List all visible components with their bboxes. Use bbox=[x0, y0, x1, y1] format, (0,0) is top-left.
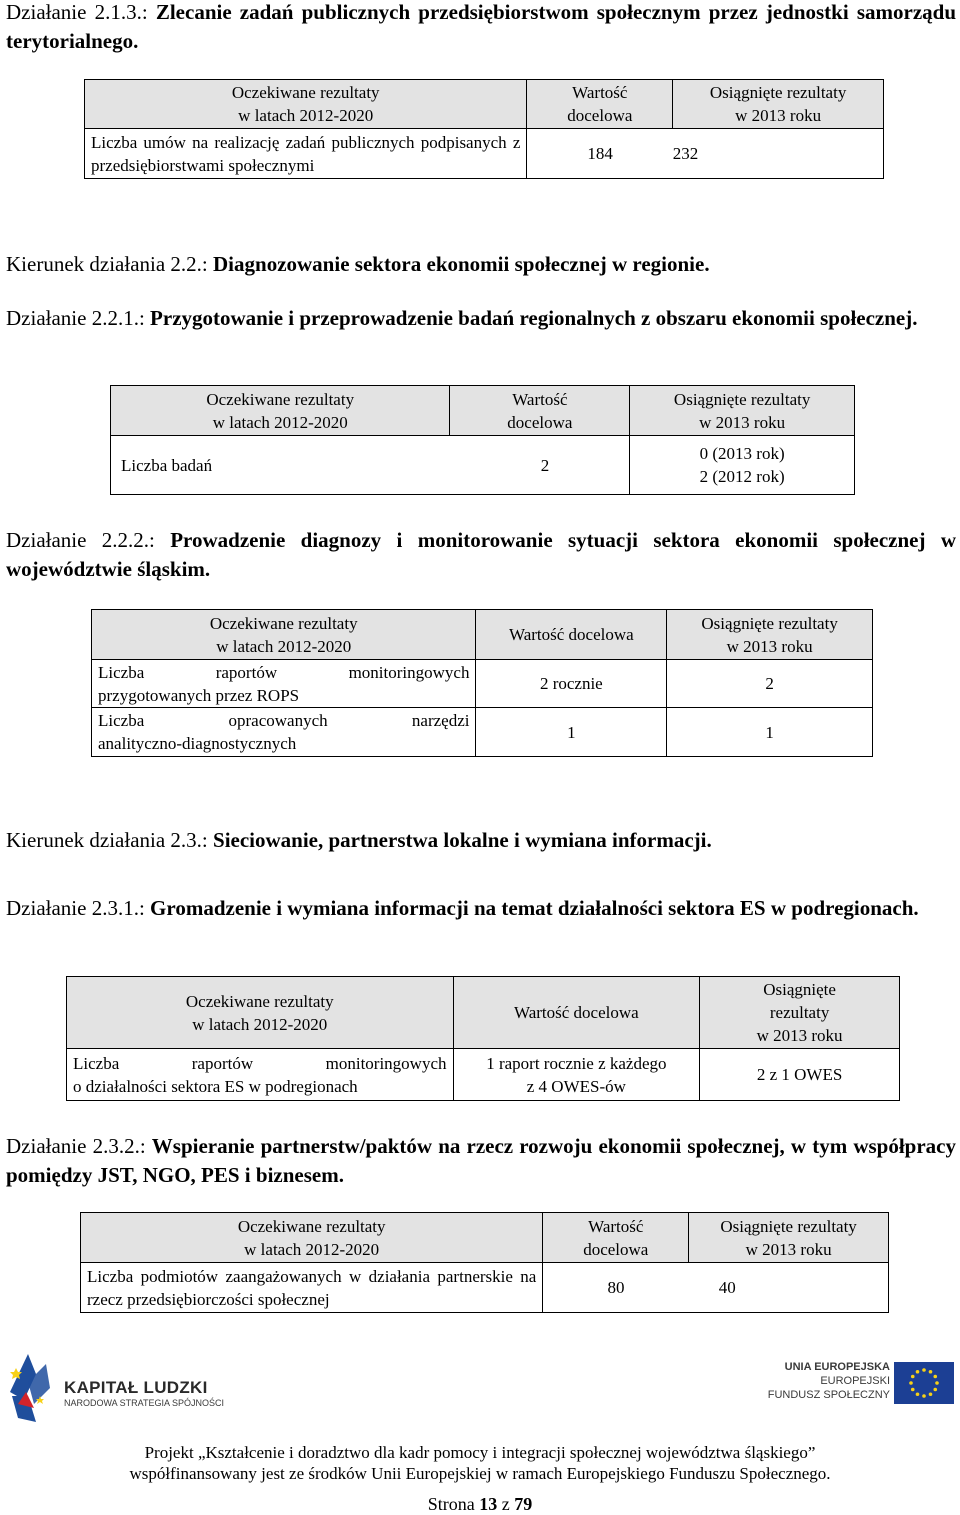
header-target-value: Wartość docelowa bbox=[543, 1213, 689, 1263]
header-achieved-results: Osiągnięte rezultaty w 2013 roku bbox=[689, 1213, 889, 1263]
header-achieved-results: Osiągnięte rezultaty w 2013 roku bbox=[700, 977, 900, 1049]
eu-star-icon bbox=[922, 1368, 926, 1372]
heading-title: Przygotowanie i przeprowadzenie badań regionalnych z obszaru ekonomii społecznej. bbox=[150, 306, 918, 330]
eu-star-icon bbox=[935, 1381, 939, 1385]
row-achieved-value: 1 bbox=[667, 708, 873, 757]
section-heading-2-2-2 bbox=[6, 526, 956, 584]
header-achieved-results: Osiągnięte rezultaty w 2013 roku bbox=[630, 386, 855, 436]
heading-number: Działanie 2.2.2.: bbox=[6, 528, 155, 552]
heading-number: Działanie 2.3.2.: bbox=[6, 1134, 146, 1158]
results-table-2-2-2 bbox=[91, 609, 873, 757]
header-achieved-results: Osiągnięte rezultaty w 2013 roku bbox=[673, 80, 884, 129]
row-label: Liczba umów na realizację zadań publicznych podpisanych z przedsiębiorstwami społecznymi bbox=[85, 129, 527, 179]
row-achieved-value: 2 bbox=[667, 660, 873, 708]
header-expected-results: Oczekiwane rezultaty w latach 2012-2020 bbox=[92, 610, 476, 660]
eu-flag-icon bbox=[894, 1362, 954, 1404]
header-target-value: Wartość docelowa bbox=[527, 80, 673, 129]
section-heading-2-3-2 bbox=[6, 1132, 956, 1190]
header-target-value: Wartość docelowa bbox=[453, 977, 700, 1049]
section-heading-2-1-3 bbox=[6, 0, 956, 56]
heading-title: Prowadzenie diagnozy i monitorowanie sytuacji sektora ekonomii społecznej w województwie śląskim. bbox=[6, 528, 956, 581]
results-table-2-3-1 bbox=[66, 976, 900, 1101]
header-expected-results: Oczekiwane rezultaty w latach 2012-2020 bbox=[81, 1213, 543, 1263]
kapital-ludzki-subtitle: NARODOWA STRATEGIA SPÓJNOŚCI bbox=[64, 1398, 225, 1408]
project-footer bbox=[0, 1442, 960, 1484]
results-table-2-1-3 bbox=[84, 79, 884, 179]
heading-number: Działanie 2.1.3.: bbox=[6, 0, 148, 24]
heading-title: Zlecanie zadań publicznych przedsiębiorstwom społecznym przez jednostki samorządu terytorialnego. bbox=[6, 0, 956, 53]
row-label: Liczba podmiotów zaangażowanych w działania partnerskie na rzecz przedsiębiorczości społecznej bbox=[81, 1263, 543, 1313]
heading-number: Działanie 2.3.1.: bbox=[6, 896, 145, 920]
results-table-2-2-1 bbox=[110, 385, 855, 495]
eu-star-icon bbox=[909, 1381, 913, 1385]
kapital-ludzki-logo bbox=[6, 1352, 246, 1422]
eu-star-icon bbox=[911, 1375, 915, 1379]
eu-efs-logo bbox=[760, 1352, 956, 1422]
eu-star-icon bbox=[929, 1392, 933, 1396]
row-label: Liczba opracowanych narzędzi analityczno-diagnostycznych bbox=[92, 708, 476, 757]
footer-line-2: współfinansowany jest ze środków Unii Europejskiej w ramach Europejskiego Funduszu Społecznego. bbox=[129, 1464, 831, 1483]
row-achieved-value: 0 (2013 rok) 2 (2012 rok) bbox=[630, 436, 855, 495]
eu-star-icon bbox=[933, 1375, 937, 1379]
section-heading-2-3 bbox=[6, 826, 956, 855]
row-target-value: 1 bbox=[476, 708, 667, 757]
page-number: Strona 13 z 79 bbox=[427, 1494, 533, 1514]
header-target-value: Wartość docelowa bbox=[450, 386, 630, 436]
row-target-value: 80 bbox=[543, 1263, 689, 1313]
row-achieved-value: 2 z 1 OWES bbox=[700, 1049, 900, 1101]
row-label: Liczba badań bbox=[111, 436, 450, 495]
footer-line-1: Projekt „Kształcenie i doradztwo dla kadr pomocy i integracji społecznej województwa śląskiego” bbox=[144, 1443, 816, 1462]
eu-logo-line3: FUNDUSZ SPOŁECZNY bbox=[767, 1389, 890, 1401]
eu-logo-line2: EUROPEJSKI bbox=[820, 1375, 890, 1387]
header-achieved-results: Osiągnięte rezultaty w 2013 roku bbox=[667, 610, 873, 660]
header-target-value: Wartość docelowa bbox=[476, 610, 667, 660]
heading-number: Działanie 2.2.1.: bbox=[6, 306, 145, 330]
heading-title: Sieciowanie, partnerstwa lokalne i wymiana informacji. bbox=[213, 828, 712, 852]
heading-title: Wspieranie partnerstw/paktów na rzecz rozwoju ekonomii społecznej, w tym współpracy pomiędzy JST, NGO, PES i biznesem. bbox=[6, 1134, 956, 1187]
eu-logo-line1: UNIA EUROPEJSKA bbox=[784, 1361, 890, 1373]
section-heading-2-3-1 bbox=[6, 894, 956, 923]
results-table-2-3-2 bbox=[80, 1212, 889, 1313]
eu-star-icon bbox=[933, 1388, 937, 1392]
kapital-ludzki-title: KAPITAŁ LUDZKI bbox=[64, 1378, 208, 1397]
page-current: 13 bbox=[479, 1494, 498, 1514]
eu-star-icon bbox=[929, 1370, 933, 1374]
header-expected-results: Oczekiwane rezultaty w latach 2012-2020 bbox=[111, 386, 450, 436]
header-expected-results: Oczekiwane rezultaty w latach 2012-2020 bbox=[67, 977, 454, 1049]
row-target-value: 1 raport rocznie z każdego z 4 OWES-ów bbox=[453, 1049, 700, 1101]
row-label: Liczba raportów monitoringowych o działalności sektora ES w podregionach bbox=[67, 1049, 454, 1101]
section-heading-2-2-1 bbox=[6, 304, 956, 333]
section-heading-2-2 bbox=[6, 250, 956, 279]
page-total: 79 bbox=[514, 1494, 533, 1514]
eu-star-icon bbox=[916, 1370, 920, 1374]
header-expected-results: Oczekiwane rezultaty w latach 2012-2020 bbox=[85, 80, 527, 129]
row-achieved-value: 232 bbox=[673, 129, 884, 179]
eu-star-icon bbox=[911, 1388, 915, 1392]
row-target-value: 2 rocznie bbox=[476, 660, 667, 708]
row-achieved-value: 40 bbox=[689, 1263, 889, 1313]
row-target-value: 184 bbox=[527, 129, 673, 179]
eu-star-icon bbox=[922, 1394, 926, 1398]
heading-title: Diagnozowanie sektora ekonomii społecznej w regionie. bbox=[213, 252, 710, 276]
eu-star-icon bbox=[916, 1392, 920, 1396]
heading-number: Kierunek działania 2.3.: bbox=[6, 828, 208, 852]
heading-title: Gromadzenie i wymiana informacji na temat działalności sektora ES w podregionach. bbox=[150, 896, 919, 920]
row-label: Liczba raportów monitoringowych przygotowanych przez ROPS bbox=[92, 660, 476, 708]
heading-number: Kierunek działania 2.2.: bbox=[6, 252, 208, 276]
row-target-value: 2 bbox=[450, 436, 630, 495]
